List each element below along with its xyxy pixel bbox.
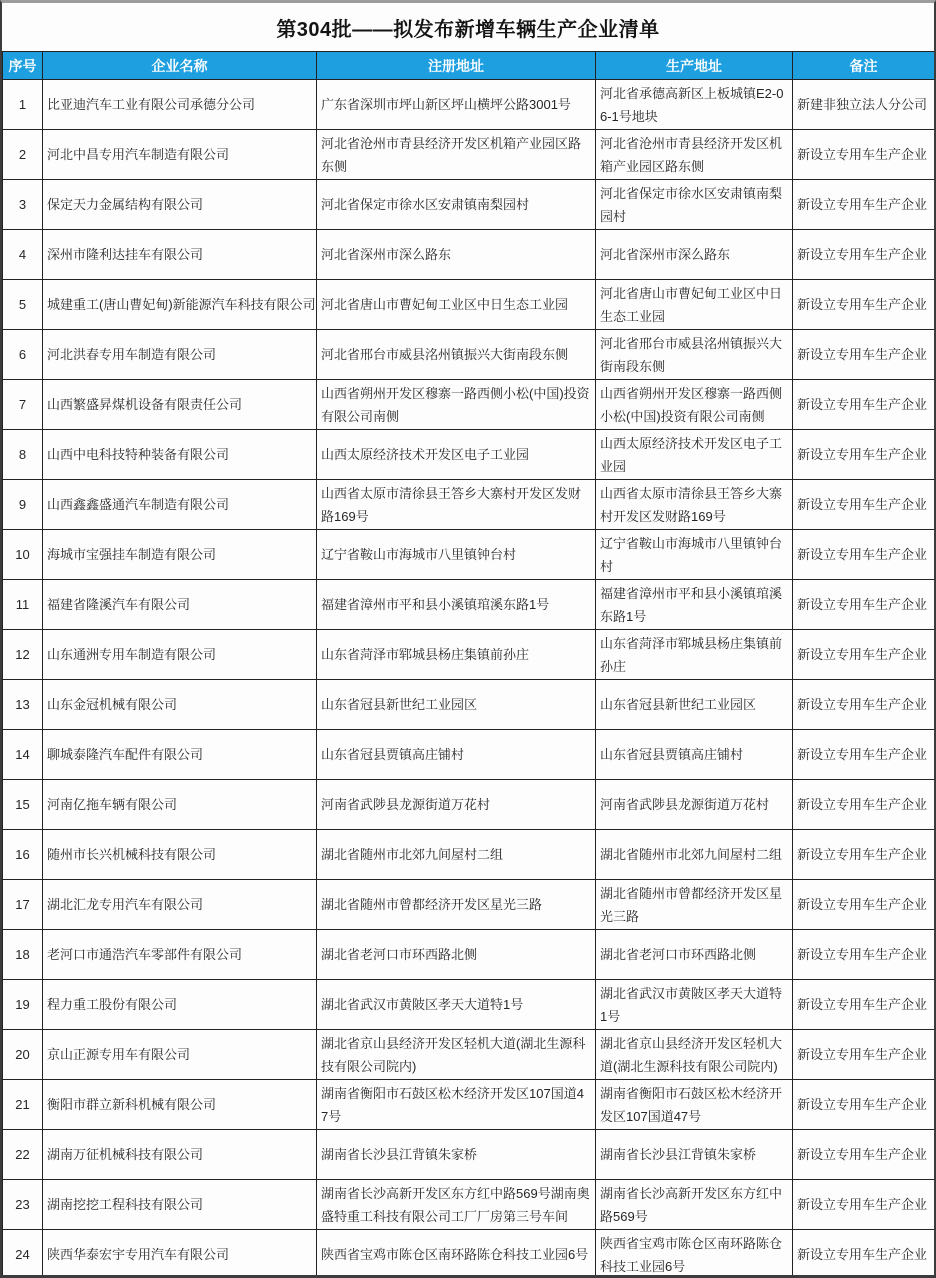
cell-company-name: 山东通洲专用车制造有限公司 — [43, 630, 317, 680]
cell-production-address: 河北省邢台市威县洺州镇振兴大街南段东侧 — [596, 330, 793, 380]
table-row — [3, 130, 935, 180]
cell-remark: 新设立专用车生产企业 — [793, 380, 935, 430]
col-header-remark: 备注 — [793, 52, 935, 80]
col-header-company-name: 企业名称 — [43, 52, 317, 80]
cell-remark: 新设立专用车生产企业 — [793, 930, 935, 980]
table-row — [3, 730, 935, 780]
cell-production-address: 河南省武陟县龙源街道万花村 — [596, 780, 793, 830]
cell-company-name: 湖南万征机械科技有限公司 — [43, 1130, 317, 1180]
cell-company-name: 河南亿拖车辆有限公司 — [43, 780, 317, 830]
cell-serial-number: 5 — [3, 280, 43, 330]
cell-remark: 新设立专用车生产企业 — [793, 430, 935, 480]
cell-serial-number: 24 — [3, 1230, 43, 1278]
cell-registered-address: 山西太原经济技术开发区电子工业园 — [317, 430, 596, 480]
cell-production-address: 山东省冠县新世纪工业园区 — [596, 680, 793, 730]
cell-remark: 新设立专用车生产企业 — [793, 880, 935, 930]
table-row — [3, 380, 935, 430]
cell-registered-address: 广东省深圳市坪山新区坪山横坪公路3001号 — [317, 80, 596, 130]
table-row — [3, 1130, 935, 1180]
cell-serial-number: 19 — [3, 980, 43, 1030]
cell-production-address: 湖南省长沙高新开发区东方红中路569号 — [596, 1180, 793, 1230]
cell-registered-address: 河北省保定市徐水区安肃镇南梨园村 — [317, 180, 596, 230]
table-body — [3, 80, 935, 1278]
cell-company-name: 聊城泰隆汽车配件有限公司 — [43, 730, 317, 780]
cell-remark: 新设立专用车生产企业 — [793, 130, 935, 180]
table-row — [3, 430, 935, 480]
cell-serial-number: 8 — [3, 430, 43, 480]
cell-production-address: 河北省保定市徐水区安肃镇南梨园村 — [596, 180, 793, 230]
cell-company-name: 比亚迪汽车工业有限公司承德分公司 — [43, 80, 317, 130]
cell-registered-address: 河北省邢台市威县洺州镇振兴大街南段东侧 — [317, 330, 596, 380]
cell-production-address: 山西省太原市清徐县王答乡大寨村开发区发财路169号 — [596, 480, 793, 530]
cell-production-address: 河北省唐山市曹妃甸工业区中日生态工业园 — [596, 280, 793, 330]
cell-serial-number: 22 — [3, 1130, 43, 1180]
cell-company-name: 老河口市通浩汽车零部件有限公司 — [43, 930, 317, 980]
cell-serial-number: 16 — [3, 830, 43, 880]
cell-registered-address: 山东省菏泽市郓城县杨庄集镇前孙庄 — [317, 630, 596, 680]
cell-production-address: 湖北省武汉市黄陂区孝天大道特1号 — [596, 980, 793, 1030]
cell-serial-number: 2 — [3, 130, 43, 180]
cell-registered-address: 河北省深州市深么路东 — [317, 230, 596, 280]
cell-serial-number: 1 — [3, 80, 43, 130]
cell-registered-address: 湖北省武汉市黄陂区孝天大道特1号 — [317, 980, 596, 1030]
cell-serial-number: 23 — [3, 1180, 43, 1230]
cell-serial-number: 20 — [3, 1030, 43, 1080]
cell-registered-address: 山西省太原市清徐县王答乡大寨村开发区发财路169号 — [317, 480, 596, 530]
cell-serial-number: 11 — [3, 580, 43, 630]
cell-company-name: 京山正源专用车有限公司 — [43, 1030, 317, 1080]
table-row — [3, 330, 935, 380]
cell-registered-address: 福建省漳州市平和县小溪镇琯溪东路1号 — [317, 580, 596, 630]
cell-remark: 新设立专用车生产企业 — [793, 230, 935, 280]
cell-company-name: 山东金冠机械有限公司 — [43, 680, 317, 730]
cell-serial-number: 6 — [3, 330, 43, 380]
cell-production-address: 湖北省随州市曾都经济开发区星光三路 — [596, 880, 793, 930]
cell-remark: 新设立专用车生产企业 — [793, 180, 935, 230]
cell-production-address: 河北省承德高新区上板城镇E2-06-1号地块 — [596, 80, 793, 130]
cell-registered-address: 湖北省随州市曾都经济开发区星光三路 — [317, 880, 596, 930]
cell-remark: 新设立专用车生产企业 — [793, 1080, 935, 1130]
cell-registered-address: 山东省冠县贾镇高庄铺村 — [317, 730, 596, 780]
cell-serial-number: 18 — [3, 930, 43, 980]
table-row — [3, 1230, 935, 1278]
cell-company-name: 程力重工股份有限公司 — [43, 980, 317, 1030]
enterprise-table — [2, 51, 935, 1278]
cell-registered-address: 山东省冠县新世纪工业园区 — [317, 680, 596, 730]
cell-remark: 新设立专用车生产企业 — [793, 330, 935, 380]
cell-remark: 新设立专用车生产企业 — [793, 680, 935, 730]
cell-production-address: 湖南省衡阳市石鼓区松木经济开发区107国道47号 — [596, 1080, 793, 1130]
page-title: 第304批——拟发布新增车辆生产企业清单 — [276, 18, 660, 41]
table-row — [3, 480, 935, 530]
table-row — [3, 530, 935, 580]
cell-production-address: 山西省朔州开发区穆寨一路西侧小松(中国)投资有限公司南侧 — [596, 380, 793, 430]
cell-remark: 新设立专用车生产企业 — [793, 580, 935, 630]
cell-company-name: 山西繁盛昇煤机设备有限责任公司 — [43, 380, 317, 430]
cell-production-address: 山东省冠县贾镇高庄铺村 — [596, 730, 793, 780]
table-row — [3, 1080, 935, 1130]
cell-company-name: 海城市宝强挂车制造有限公司 — [43, 530, 317, 580]
table-row — [3, 780, 935, 830]
table-row — [3, 830, 935, 880]
cell-serial-number: 15 — [3, 780, 43, 830]
cell-company-name: 山西中电科技特种装备有限公司 — [43, 430, 317, 480]
cell-serial-number: 3 — [3, 180, 43, 230]
cell-remark: 新设立专用车生产企业 — [793, 480, 935, 530]
cell-company-name: 保定天力金属结构有限公司 — [43, 180, 317, 230]
table-row — [3, 230, 935, 280]
cell-production-address: 湖北省京山县经济开发区轻机大道(湖北生源科技有限公司院内) — [596, 1030, 793, 1080]
cell-registered-address: 湖北省京山县经济开发区轻机大道(湖北生源科技有限公司院内) — [317, 1030, 596, 1080]
cell-production-address: 陕西省宝鸡市陈仓区南环路陈仓科技工业园6号 — [596, 1230, 793, 1278]
cell-registered-address: 山西省朔州开发区穆寨一路西侧小松(中国)投资有限公司南侧 — [317, 380, 596, 430]
cell-remark: 新设立专用车生产企业 — [793, 280, 935, 330]
cell-production-address: 山西太原经济技术开发区电子工业园 — [596, 430, 793, 480]
table-row — [3, 80, 935, 130]
cell-serial-number: 7 — [3, 380, 43, 430]
table-row — [3, 880, 935, 930]
cell-production-address: 福建省漳州市平和县小溪镇琯溪东路1号 — [596, 580, 793, 630]
cell-remark: 新设立专用车生产企业 — [793, 530, 935, 580]
cell-company-name: 湖北汇龙专用汽车有限公司 — [43, 880, 317, 930]
cell-production-address: 山东省菏泽市郓城县杨庄集镇前孙庄 — [596, 630, 793, 680]
cell-production-address: 河北省深州市深么路东 — [596, 230, 793, 280]
cell-registered-address: 河北省唐山市曹妃甸工业区中日生态工业园 — [317, 280, 596, 330]
cell-serial-number: 13 — [3, 680, 43, 730]
cell-company-name: 城建重工(唐山曹妃甸)新能源汽车科技有限公司 — [43, 280, 317, 330]
col-header-serial: 序号 — [3, 52, 43, 80]
cell-remark: 新设立专用车生产企业 — [793, 1130, 935, 1180]
table-row — [3, 280, 935, 330]
cell-registered-address: 河北省沧州市青县经济开发区机箱产业园区路东侧 — [317, 130, 596, 180]
cell-serial-number: 14 — [3, 730, 43, 780]
cell-company-name: 河北中昌专用汽车制造有限公司 — [43, 130, 317, 180]
cell-company-name: 福建省隆溪汽车有限公司 — [43, 580, 317, 630]
cell-registered-address: 湖南省长沙高新开发区东方红中路569号湖南奥盛特重工科技有限公司工厂厂房第三号车间 — [317, 1180, 596, 1230]
cell-production-address: 湖南省长沙县江背镇朱家桥 — [596, 1130, 793, 1180]
cell-company-name: 湖南挖挖工程科技有限公司 — [43, 1180, 317, 1230]
table-row — [3, 930, 935, 980]
cell-company-name: 衡阳市群立新科机械有限公司 — [43, 1080, 317, 1130]
cell-remark: 新设立专用车生产企业 — [793, 980, 935, 1030]
cell-registered-address: 湖南省衡阳市石鼓区松木经济开发区107国道47号 — [317, 1080, 596, 1130]
cell-remark: 新设立专用车生产企业 — [793, 730, 935, 780]
table-row — [3, 630, 935, 680]
header-row — [3, 52, 935, 80]
cell-production-address: 湖北省老河口市环西路北侧 — [596, 930, 793, 980]
cell-serial-number: 17 — [3, 880, 43, 930]
cell-serial-number: 4 — [3, 230, 43, 280]
cell-company-name: 山西鑫鑫盛通汽车制造有限公司 — [43, 480, 317, 530]
cell-company-name: 随州市长兴机械科技有限公司 — [43, 830, 317, 880]
cell-serial-number: 10 — [3, 530, 43, 580]
cell-registered-address: 湖北省老河口市环西路北侧 — [317, 930, 596, 980]
col-header-production-address: 生产地址 — [596, 52, 793, 80]
cell-remark: 新设立专用车生产企业 — [793, 780, 935, 830]
cell-production-address: 河北省沧州市青县经济开发区机箱产业园区路东侧 — [596, 130, 793, 180]
cell-production-address: 辽宁省鞍山市海城市八里镇钟台村 — [596, 530, 793, 580]
cell-remark: 新设立专用车生产企业 — [793, 630, 935, 680]
table-row — [3, 980, 935, 1030]
cell-company-name: 深州市隆利达挂车有限公司 — [43, 230, 317, 280]
cell-registered-address: 湖北省随州市北郊九间屋村二组 — [317, 830, 596, 880]
col-header-registered-address: 注册地址 — [317, 52, 596, 80]
cell-serial-number: 12 — [3, 630, 43, 680]
table-row — [3, 180, 935, 230]
cell-remark: 新设立专用车生产企业 — [793, 1180, 935, 1230]
cell-serial-number: 9 — [3, 480, 43, 530]
cell-remark: 新设立专用车生产企业 — [793, 830, 935, 880]
cell-remark: 新建非独立法人分公司 — [793, 80, 935, 130]
cell-company-name: 陕西华泰宏宇专用汽车有限公司 — [43, 1230, 317, 1278]
cell-registered-address: 河南省武陟县龙源街道万花村 — [317, 780, 596, 830]
cell-remark: 新设立专用车生产企业 — [793, 1230, 935, 1278]
cell-remark: 新设立专用车生产企业 — [793, 1030, 935, 1080]
cell-production-address: 湖北省随州市北郊九间屋村二组 — [596, 830, 793, 880]
cell-serial-number: 21 — [3, 1080, 43, 1130]
cell-company-name: 河北洪春专用车制造有限公司 — [43, 330, 317, 380]
table-row — [3, 680, 935, 730]
table-row — [3, 580, 935, 630]
cell-registered-address: 湖南省长沙县江背镇朱家桥 — [317, 1130, 596, 1180]
cell-registered-address: 辽宁省鞍山市海城市八里镇钟台村 — [317, 530, 596, 580]
table-row — [3, 1180, 935, 1230]
table-row — [3, 1030, 935, 1080]
cell-registered-address: 陕西省宝鸡市陈仓区南环路陈仓科技工业园6号 — [317, 1230, 596, 1278]
